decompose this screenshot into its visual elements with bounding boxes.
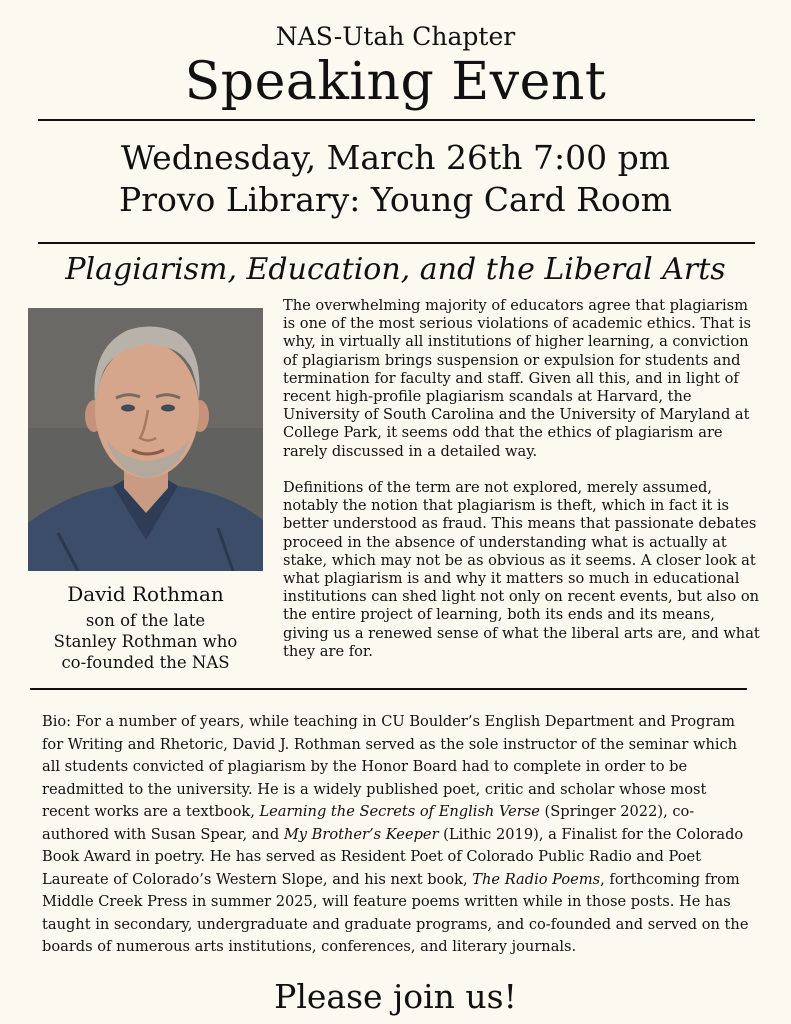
event-title: Speaking Event [184,52,607,112]
bio-text: Bio: For a number of years, while teaching in CU Boulder’s English Department and Program for Writing and Rhetoric, David J. Rothman served as the sole instructor of the seminar which all students convicted of plagiarism by the Honor Board had to complete in order to be readmitted to the university. He is a widely published poet, critic and scholar whose most recent works are a textbook, [42,713,738,820]
closing-message: Please join us! [274,977,517,1016]
divider [38,242,755,244]
event-venue: Provo Library: Young Card Room [118,180,672,219]
speaker-note-line: co-founded the NAS [61,653,230,672]
divider [30,688,747,690]
talk-abstract [283,297,761,661]
speaker-note-line: son of the late [85,611,206,630]
bio-text: , forthcoming from Middle Creek Press in summer 2025, will feature poems written while in those posts. He has taught in secondary, undergraduate and graduate programs, and co-founded and served on the boards of numerous arts institutions, conferences, and literary journals. [42,870,749,955]
abstract-paragraph: The overwhelming majority of educators agree that plagiarism is one of the most serious violations of academic ethics. That is why, in virtually all institutions of higher learning, a conviction of plagiarism brings suspension or expulsion for students and termination for faculty and staff. Given all this, and in light of recent high-profile plagiarism scandals at Harvard, the University of South Carolina and the University of Maryland at College Park, it seems odd that the ethics of plagiarism are rarely discussed in a detailed way. [283,297,751,460]
bio-text: (Lithic 2019), a Finalist for the Colorado Book Award in poetry. He has served as Resident Poet of Colorado Public Radio and Poet Laureate of Colorado’s Western Slope, and his next book, [42,825,744,888]
speaker-bio [42,711,754,959]
bio-text: (Springer 2022), co-authored with Susan Spear, and [42,803,695,843]
book-title: The Radio Poems [472,870,601,888]
abstract-paragraph: Definitions of the term are not explored, merely assumed, notably the notion that plagiarism is theft, which in fact it is better understood as fraud. This means that passionate debates proceed in the absence of understanding what is actually at stake, which may not be as obvious as it seems. A closer look at what plagiarism is and why it matters so much in educational institutions can shed light not only on recent events, but also on the entire project of learning, both its ends and its means, giving us a renewed sense of what the liberal arts are, and what they are for. [283,479,760,660]
chapter-name: NAS-Utah Chapter [275,22,516,51]
speaker-note [28,610,263,673]
speaker-note-line: Stanley Rothman who [53,632,238,651]
speaker-name: David Rothman [67,582,224,606]
book-title: My Brother’s Keeper [283,825,439,843]
event-datetime: Wednesday, March 26th 7:00 pm [120,138,671,177]
book-title: Learning the Secrets of English Verse [259,803,540,820]
talk-title: Plagiarism, Education, and the Liberal Arts [65,252,726,287]
divider [38,119,755,121]
speaker-photo [28,308,263,571]
